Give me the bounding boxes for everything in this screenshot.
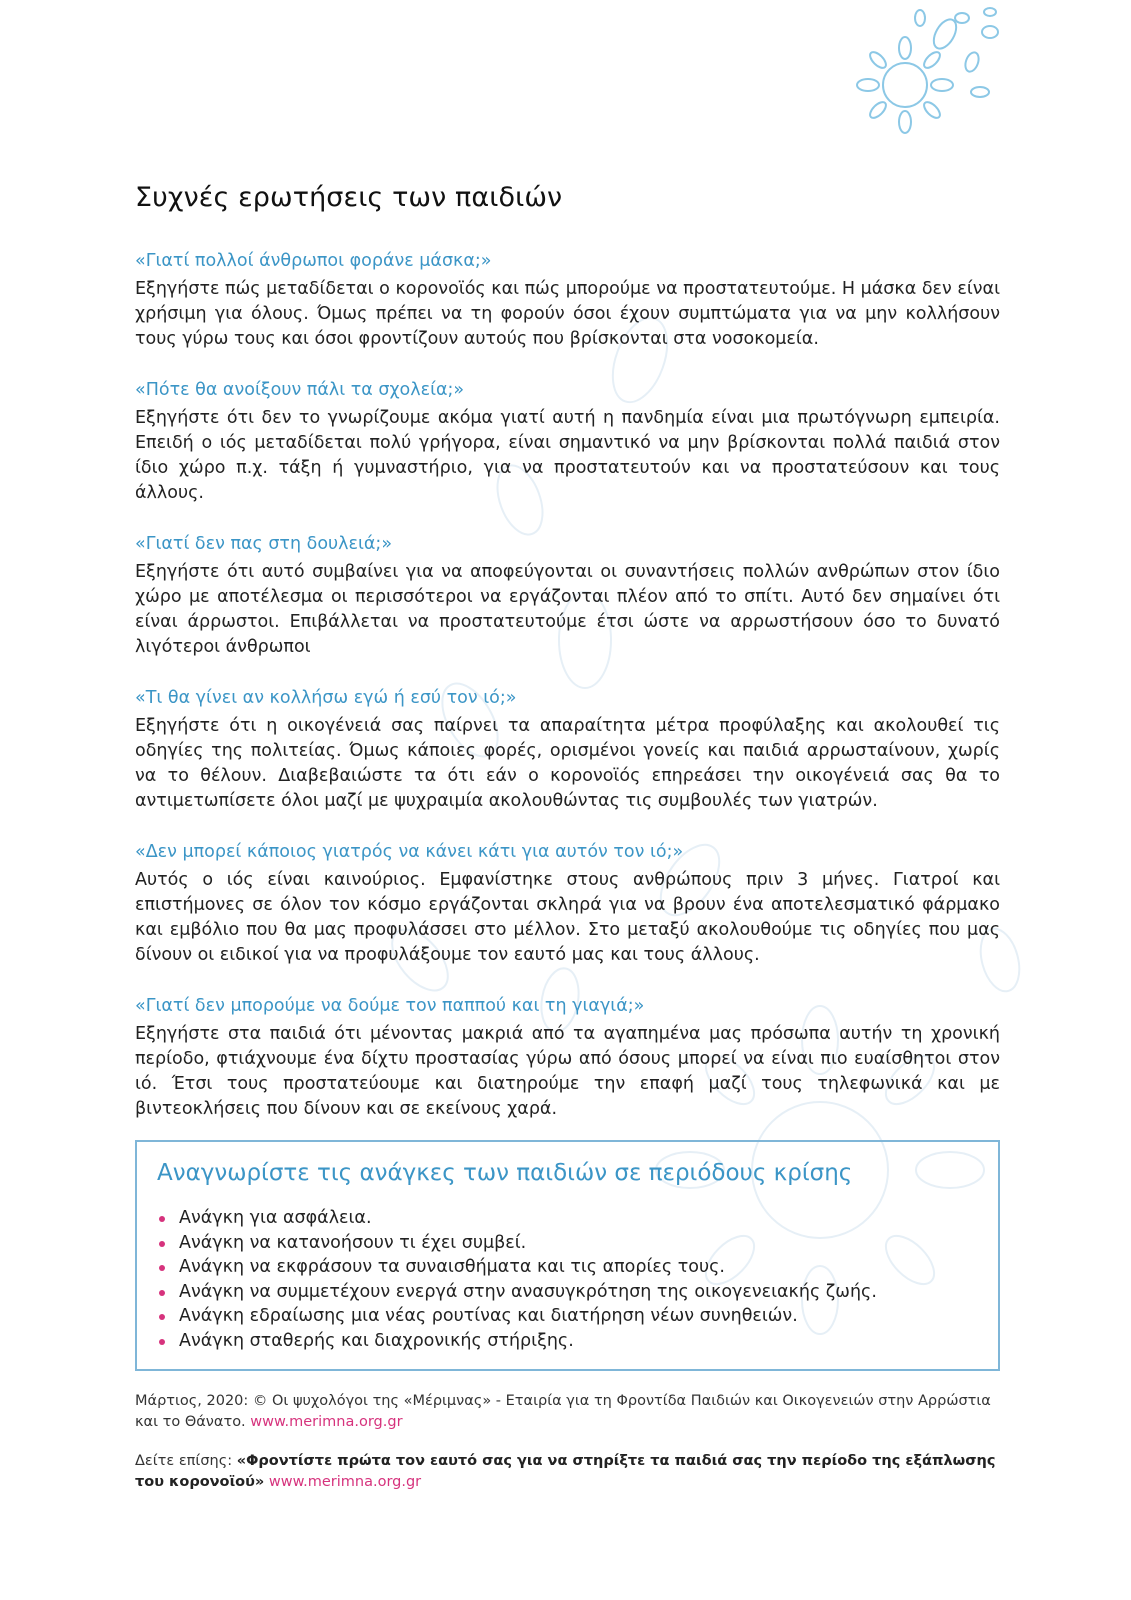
needs-list-item [157, 1231, 978, 1256]
sun-icon [850, 0, 1010, 140]
needs-box-title: Αναγνωρίστε τις ανάγκες των παιδιών σε περιόδους κρίσης [157, 1160, 853, 1186]
copyright-text: Μάρτιος, 2020: © Οι ψυχολόγοι της «Μέριμνας» - Εταιρία για τη Φροντίδα Παιδιών και Οικογενειών στην Αρρώστια και το Θάνατο. [135, 1393, 991, 1430]
see-also-note [135, 1451, 1000, 1493]
page-title: Συχνές ερωτήσεις των παιδιών [135, 182, 563, 213]
faq-answer: Εξηγήστε ότι αυτό συμβαίνει για να αποφεύγονται οι συναντήσεις πολλών ανθρώπων στον ίδιο χώρο με αποτέλεσμα οι περισσότεροι να εργάζονται πλέον από το σπίτι. Αυτό δεν σημαίνει ότι είναι άρρωστοι. Επιβάλλεται να προστατευτούμε έτσι ώστε να αρρωστήσουν όσο το δυνατό λιγότεροι άνθρωποι [135, 562, 1000, 657]
needs-item-text: Ανάγκη να εκφράσουν τα συναισθήματα και τις απορίες τους. [179, 1257, 725, 1277]
faq-item [135, 686, 1000, 814]
faq-answer: Εξηγήστε πώς μεταδίδεται ο κορονοϊός και πώς μπορούμε να προστατευτούμε. Η μάσκα δεν είναι χρήσιμη για όλους. Όμως πρέπει να τη φορούν όσοι έχουν συμπτώματα για να μην κολλήσουν τους γύρω τους και όσοι φροντίζουν αυτούς που βρίσκονται στα νοσοκομεία. [135, 279, 1000, 349]
needs-item-text: Ανάγκη εδραίωσης μια νέας ρουτίνας και διατήρηση νέων συνηθειών. [179, 1306, 798, 1326]
faq-answer: Εξηγήστε ότι δεν το γνωρίζουμε ακόμα γιατί αυτή η πανδημία είναι μια πρωτόγνωρη εμπειρία. Επειδή ο ιός μεταδίδεται πολύ γρήγορα, είναι σημαντικό να μην βρίσκονται πολλά παιδιά στον ίδιο χώρο π.χ. τάξη ή γυμναστήριο, για να προστατευτούν και να προστατεύσουν και τους άλλους. [135, 408, 1000, 503]
needs-list-item [157, 1304, 978, 1329]
faq-question: «Πότε θα ανοίξουν πάλι τα σχολεία;» [135, 380, 465, 400]
page-content [135, 182, 1000, 1511]
copyright-note [135, 1391, 1000, 1433]
footer [135, 1391, 1000, 1493]
faq-item [135, 378, 1000, 506]
faq-question: «Τι θα γίνει αν κολλήσω εγώ ή εσύ τον ιό;» [135, 688, 517, 708]
see-also-label: Δείτε επίσης: [135, 1453, 233, 1469]
faq-item [135, 994, 1000, 1122]
needs-item-text: Ανάγκη να κατανοήσουν τι έχει συμβεί. [179, 1232, 527, 1253]
faq-answer: Αυτός ο ιός είναι καινούριος. Εμφανίστηκε στους ανθρώπους πριν 3 μήνες. Γιατροί και επιστήμονες σε όλον τον κόσμο εργάζονται σκληρά για να βρουν ένα αποτελεσματικό φάρμακο και εμβόλιο που θα μας προφυλάσσει στο μέλλον. Στο μεταξύ ακολουθούμε τις οδηγίες που μας δίνουν οι ειδικοί για να προφυλάξουμε τον εαυτό μας και τους άλλους. [135, 870, 1000, 965]
see-also-link[interactable]: www.merimna.org.gr [268, 1474, 422, 1490]
see-also-title: «Φροντίστε πρώτα τον εαυτό σας για να στηρίξτε τα παιδιά σας την περίοδο της εξάπλωσης του κορονοϊού» [135, 1453, 996, 1490]
needs-list-item [157, 1206, 978, 1231]
bullet-icon [159, 1339, 165, 1345]
needs-item-text: Ανάγκη για ασφάλεια. [179, 1208, 372, 1228]
needs-item-text: Ανάγκη σταθερής και διαχρονικής στήριξης. [179, 1330, 574, 1351]
faq-question: «Γιατί πολλοί άνθρωποι φοράνε μάσκα;» [135, 251, 492, 271]
faq-question: «Δεν μπορεί κάποιος γιατρός να κάνει κάτι για αυτόν τον ιό;» [135, 842, 684, 862]
needs-item-text: Ανάγκη να συμμετέχουν ενεργά στην ανασυγκρότηση της οικογενειακής ζωής. [179, 1281, 877, 1302]
needs-box [135, 1140, 1000, 1371]
faq-answer: Εξηγήστε στα παιδιά ότι μένοντας μακριά από τα αγαπημένα μας πρόσωπα αυτήν τη χρονική περίοδο, φτιάχνουμε ένα δίχτυ προστασίας γύρω από όσους μπορεί να είναι πιο ευαίσθητοι στον ιό. Έτσι τους προστατεύουμε και διατηρούμε την επαφή μαζί τους τηλεφωνικά και με βιντεοκλήσεις που δίνουν και σε εκείνους χαρά. [135, 1024, 1000, 1119]
faq-item [135, 532, 1000, 660]
needs-list [157, 1206, 978, 1353]
bullet-icon [159, 1265, 165, 1271]
bullet-icon [159, 1290, 165, 1296]
bullet-icon [159, 1314, 165, 1320]
faq-item [135, 840, 1000, 968]
bullet-icon [159, 1216, 165, 1222]
needs-list-item [157, 1280, 978, 1305]
copyright-link[interactable]: www.merimna.org.gr [250, 1414, 403, 1430]
faq-question: «Γιατί δεν πας στη δουλειά;» [135, 534, 393, 554]
bullet-icon [159, 1241, 165, 1247]
faq-answer: Εξηγήστε ότι η οικογένειά σας παίρνει τα απαραίτητα μέτρα προφύλαξης και ακολουθεί τις οδηγίες της πολιτείας. Όμως κάποιες φορές, ορισμένοι γονείς και παιδιά αρρωσταίνουν, χωρίς να το θέλουν. Διαβεβαιώστε τα ότι εάν ο κορονοϊός επηρεάσει την οικογένειά σας θα το αντιμετωπίσετε όλοι μαζί με ψυχραιμία ακολουθώντας τις συμβουλές των γιατρών. [135, 716, 1000, 811]
needs-list-item [157, 1255, 978, 1280]
faq-question: «Γιατί δεν μπορούμε να δούμε τον παππού και τη γιαγιά;» [135, 996, 645, 1016]
needs-list-item [157, 1329, 978, 1354]
faq-item [135, 249, 1000, 352]
